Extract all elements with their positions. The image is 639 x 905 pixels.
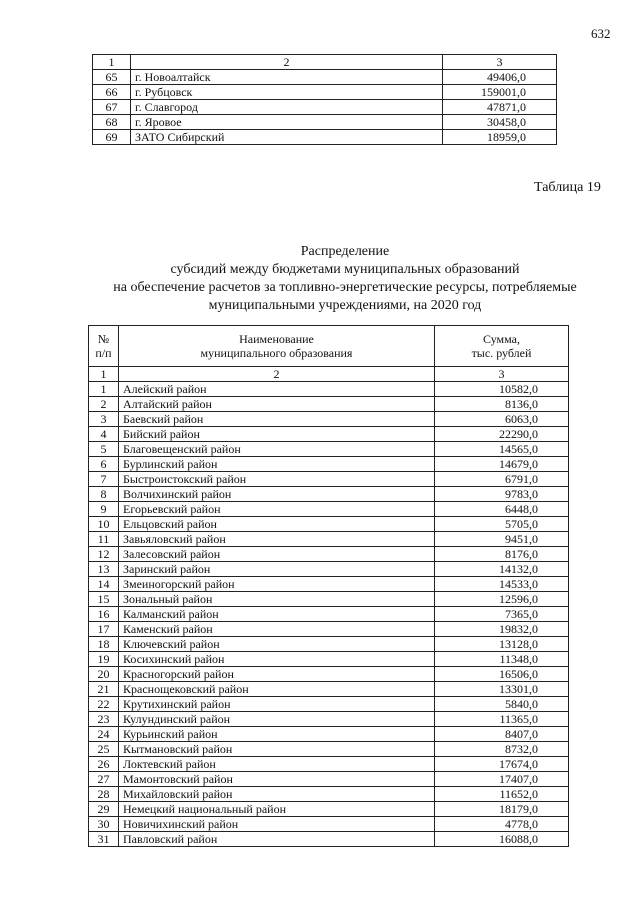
row-name: г. Яровое [131,115,443,130]
row-value: 8136,0 [435,397,569,412]
row-value: 14679,0 [435,457,569,472]
row-value: 159001,0 [443,85,557,100]
table-row [89,832,569,847]
row-name: Локтевский район [119,757,435,772]
table-header-row [89,326,569,367]
header-text: п/п [95,346,112,360]
header-sum [435,326,569,367]
table-row [89,697,569,712]
row-name: Залесовский район [119,547,435,562]
index-cell: 2 [119,367,435,382]
row-number: 27 [89,772,119,787]
table-row [93,70,557,85]
index-cell: 2 [131,55,443,70]
table-row [89,622,569,637]
row-name: Кулундинский район [119,712,435,727]
row-number: 21 [89,682,119,697]
row-value: 30458,0 [443,115,557,130]
index-cell: 3 [443,55,557,70]
table-row [89,592,569,607]
row-name: Зональный район [119,592,435,607]
row-number: 5 [89,442,119,457]
row-value: 17674,0 [435,757,569,772]
row-number: 24 [89,727,119,742]
title-line: на обеспечение расчетов за топливно-энергетические ресурсы, потребляемые [113,280,577,295]
index-cell: 3 [435,367,569,382]
row-name: Калманский район [119,607,435,622]
document-title [80,243,610,315]
row-number: 22 [89,697,119,712]
row-name: Егорьевский район [119,502,435,517]
title-line: Распределение [300,244,390,259]
row-number: 65 [93,70,131,85]
row-name: Бурлинский район [119,457,435,472]
row-value: 14565,0 [435,442,569,457]
table-row [89,727,569,742]
row-number: 14 [89,577,119,592]
table-row [89,772,569,787]
row-value: 8732,0 [435,742,569,757]
row-name: г. Рубцовск [131,85,443,100]
row-number: 6 [89,457,119,472]
row-name: Ключевский район [119,637,435,652]
table-row [89,562,569,577]
row-name: г. Новоалтайск [131,70,443,85]
row-name: Алтайский район [119,397,435,412]
row-value: 8407,0 [435,727,569,742]
row-number: 16 [89,607,119,622]
table-row [89,682,569,697]
table-row [89,802,569,817]
table-row [89,457,569,472]
row-name: Крутихинский район [119,697,435,712]
index-cell: 1 [93,55,131,70]
row-name: Новичихинский район [119,817,435,832]
table-row [89,787,569,802]
row-name: Алейский район [119,382,435,397]
row-number: 7 [89,472,119,487]
continued-table [92,54,557,145]
row-number: 13 [89,562,119,577]
row-value: 6448,0 [435,502,569,517]
row-name: г. Славгород [131,100,443,115]
distribution-table [88,325,569,847]
row-value: 18959,0 [443,130,557,145]
row-number: 10 [89,517,119,532]
row-number: 28 [89,787,119,802]
row-value: 7365,0 [435,607,569,622]
row-number: 31 [89,832,119,847]
row-name: Благовещенский район [119,442,435,457]
table-row [89,472,569,487]
table-row [89,637,569,652]
row-number: 2 [89,397,119,412]
table-row [89,397,569,412]
row-number: 20 [89,667,119,682]
row-value: 6063,0 [435,412,569,427]
row-value: 5705,0 [435,517,569,532]
row-number: 68 [93,115,131,130]
row-value: 11365,0 [435,712,569,727]
row-number: 29 [89,802,119,817]
row-name: Косихинский район [119,652,435,667]
row-name: Михайловский район [119,787,435,802]
page-number: 632 [591,26,611,41]
row-value: 13128,0 [435,637,569,652]
header-number [89,326,119,367]
table-row [89,577,569,592]
row-value: 10582,0 [435,382,569,397]
row-value: 11348,0 [435,652,569,667]
row-number: 15 [89,592,119,607]
table-row [89,532,569,547]
row-name: Баевский район [119,412,435,427]
table-row [89,517,569,532]
index-cell: 1 [89,367,119,382]
row-name: Каменский район [119,622,435,637]
header-text: Сумма, [483,332,520,346]
row-number: 66 [93,85,131,100]
table-row [89,382,569,397]
row-number: 25 [89,742,119,757]
row-value: 18179,0 [435,802,569,817]
row-number: 26 [89,757,119,772]
title-line: муниципальными учреждениями, на 2020 год [208,298,482,313]
header-text: Наименование [239,332,314,346]
row-name: Мамонтовский район [119,772,435,787]
row-number: 3 [89,412,119,427]
row-value: 9451,0 [435,532,569,547]
table-row [89,487,569,502]
row-value: 17407,0 [435,772,569,787]
row-name: Ельцовский район [119,517,435,532]
table-index-row [93,55,557,70]
row-value: 14132,0 [435,562,569,577]
row-value: 47871,0 [443,100,557,115]
row-number: 19 [89,652,119,667]
row-value: 8176,0 [435,547,569,562]
table-row [89,427,569,442]
table-row [89,412,569,427]
row-value: 14533,0 [435,577,569,592]
row-name: Красногорский район [119,667,435,682]
table-row [89,502,569,517]
table-row [89,607,569,622]
row-value: 5840,0 [435,697,569,712]
row-name: ЗАТО Сибирский [131,130,443,145]
table-caption: Таблица 19 [534,180,601,195]
row-name: Завьяловский район [119,532,435,547]
row-number: 30 [89,817,119,832]
table-row [93,100,557,115]
row-name: Краснощековский район [119,682,435,697]
table-row [93,130,557,145]
row-number: 67 [93,100,131,115]
table-row [89,652,569,667]
table-row [89,667,569,682]
row-value: 16506,0 [435,667,569,682]
row-number: 4 [89,427,119,442]
header-text: муниципального образования [200,346,353,360]
header-text: № [97,332,110,346]
row-name: Быстроистокский район [119,472,435,487]
row-name: Немецкий национальный район [119,802,435,817]
row-name: Кытмановский район [119,742,435,757]
row-value: 49406,0 [443,70,557,85]
row-number: 9 [89,502,119,517]
table-row [89,757,569,772]
table-row [89,547,569,562]
row-number: 17 [89,622,119,637]
table-row [89,817,569,832]
row-value: 9783,0 [435,487,569,502]
row-value: 11652,0 [435,787,569,802]
row-number: 8 [89,487,119,502]
row-name: Волчихинский район [119,487,435,502]
row-number: 12 [89,547,119,562]
row-number: 1 [89,382,119,397]
row-value: 4778,0 [435,817,569,832]
row-name: Павловский район [119,832,435,847]
row-number: 23 [89,712,119,727]
table-row [93,85,557,100]
table-row [89,742,569,757]
row-number: 11 [89,532,119,547]
header-name [119,326,435,367]
row-name: Заринский район [119,562,435,577]
row-value: 12596,0 [435,592,569,607]
row-number: 18 [89,637,119,652]
table-row [93,115,557,130]
table-row [89,712,569,727]
row-value: 19832,0 [435,622,569,637]
row-value: 22290,0 [435,427,569,442]
row-value: 13301,0 [435,682,569,697]
row-name: Бийский район [119,427,435,442]
title-line: субсидий между бюджетами муниципальных образований [170,262,520,277]
row-number: 69 [93,130,131,145]
header-text: тыс. рублей [471,346,532,360]
row-value: 16088,0 [435,832,569,847]
table-row [89,442,569,457]
table-index-row [89,367,569,382]
row-name: Курьинский район [119,727,435,742]
row-value: 6791,0 [435,472,569,487]
row-name: Змеиногорский район [119,577,435,592]
